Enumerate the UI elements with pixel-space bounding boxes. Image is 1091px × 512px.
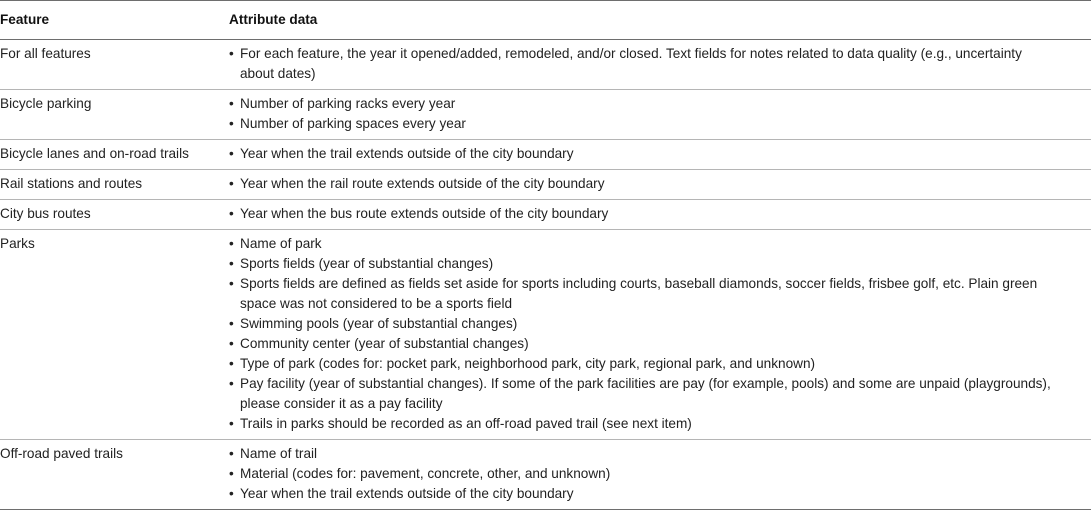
attribute-item: • Sports fields are defined as fields set aside for sports including courts, baseball diamonds, soccer fields, frisbee golf, etc. Plain green space was not considered to be a sports field <box>229 274 1091 314</box>
attribute-item: • Type of park (codes for: pocket park, neighborhood park, city park, regional park, and unknown) <box>229 354 1091 374</box>
feature-cell: Parks <box>0 230 229 440</box>
attribute-item: • Material (codes for: pavement, concrete, other, and unknown) <box>229 464 1091 484</box>
header-row <box>0 1 1091 40</box>
attribute-list <box>229 94 1091 134</box>
attribute-item: • Pay facility (year of substantial changes). If some of the park facilities are pay (for example, pools) and some are unpaid (playgrounds), please consider it as a pay facility <box>229 374 1091 414</box>
table-row <box>0 140 1091 170</box>
attribute-item: • Trails in parks should be recorded as an off-road paved trail (see next item) <box>229 414 1091 434</box>
feature-cell: City bus routes <box>0 200 229 230</box>
attribute-cell <box>229 140 1091 170</box>
attribute-cell <box>229 40 1091 90</box>
attribute-item: • Year when the rail route extends outside of the city boundary <box>229 174 1091 194</box>
attribute-item: • Name of trail <box>229 444 1091 464</box>
table-header <box>0 1 1091 40</box>
attribute-item: • Year when the trail extends outside of the city boundary <box>229 484 1091 504</box>
attribute-item: • Number of parking racks every year <box>229 94 1091 114</box>
attribute-cell <box>229 440 1091 510</box>
attribute-item: • Year when the bus route extends outside of the city boundary <box>229 204 1091 224</box>
attribute-list <box>229 44 1091 84</box>
table-row <box>0 230 1091 440</box>
attribute-list <box>229 444 1091 504</box>
table-row <box>0 200 1091 230</box>
attribute-item: • Year when the trail extends outside of the city boundary <box>229 144 1091 164</box>
feature-cell: Bicycle parking <box>0 90 229 140</box>
feature-cell: Off-road paved trails <box>0 440 229 510</box>
attribute-list <box>229 144 1091 164</box>
header-feature: Feature <box>0 1 229 40</box>
table-row <box>0 170 1091 200</box>
attribute-cell <box>229 90 1091 140</box>
feature-cell: Rail stations and routes <box>0 170 229 200</box>
attribute-item: • For each feature, the year it opened/added, remodeled, and/or closed. Text fields for notes related to data quality (e.g., uncertainty about dates) <box>229 44 1091 84</box>
attribute-cell <box>229 170 1091 200</box>
attribute-item: • Name of park <box>229 234 1091 254</box>
table-row <box>0 40 1091 90</box>
feature-cell: For all features <box>0 40 229 90</box>
attribute-cell <box>229 230 1091 440</box>
attribute-list <box>229 234 1091 434</box>
table-body <box>0 40 1091 510</box>
attribute-cell <box>229 200 1091 230</box>
attribute-item: • Number of parking spaces every year <box>229 114 1091 134</box>
header-attribute-data: Attribute data <box>229 1 1091 40</box>
attribute-list <box>229 204 1091 224</box>
table-row <box>0 90 1091 140</box>
table-row <box>0 440 1091 510</box>
attribute-item: • Sports fields (year of substantial changes) <box>229 254 1091 274</box>
attribute-list <box>229 174 1091 194</box>
attribute-item: • Community center (year of substantial changes) <box>229 334 1091 354</box>
attribute-item: • Swimming pools (year of substantial changes) <box>229 314 1091 334</box>
feature-cell: Bicycle lanes and on-road trails <box>0 140 229 170</box>
